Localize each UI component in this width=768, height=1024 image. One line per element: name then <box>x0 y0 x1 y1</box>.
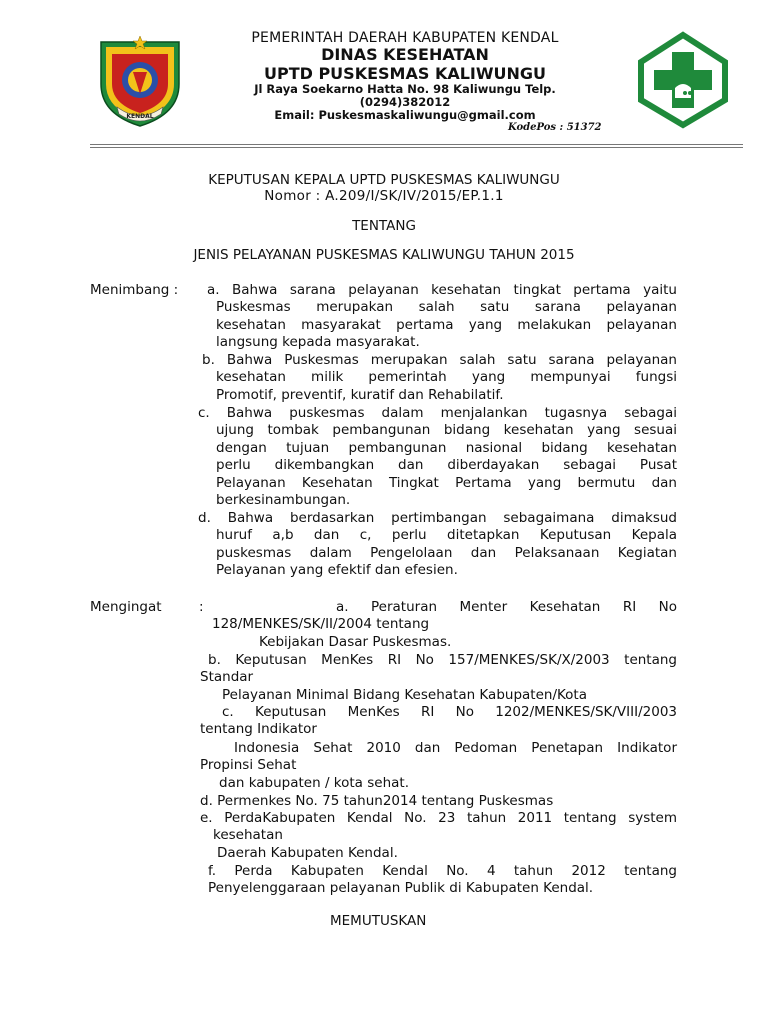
mengingat-item-f <box>208 863 677 898</box>
department-name: DINAS KESEHATAN <box>321 45 489 64</box>
phone-line: (0294)382012 <box>359 95 451 109</box>
unit-name: UPTD PUSKESMAS KALIWUNGU <box>263 64 547 83</box>
menimbang-b-line: b. Bahwa Puskesmas merupakan salah satu sarana pelayanan <box>202 352 677 368</box>
menimbang-c-line: dengan tujuan pembangunan nasional bidang kesehatan <box>216 439 677 456</box>
mengingat-a-line: 128/MENKES/SK/II/2004 tentang <box>212 616 430 633</box>
menimbang-item-a <box>207 282 677 299</box>
mengingat-c-line: tentang Indikator <box>200 721 317 738</box>
mengingat-c-line: Indonesia Sehat 2010 dan Pedoman Penetapan Indikator <box>234 740 677 756</box>
menimbang-a-line: langsung kepada masyarakat. <box>216 334 420 351</box>
menimbang-c-line: berkesinambungan. <box>216 492 351 509</box>
menimbang-c-line: perlu dikembangkan dan diberdayakan sebagai Pusat <box>216 457 677 474</box>
menimbang-a-line: Puskesmas merupakan salah satu sarana pelayanan <box>216 299 677 316</box>
menimbang-b-line: Promotif, preventif, kuratif dan Rehabilatif. <box>216 386 504 403</box>
menimbang-item-d <box>198 510 677 527</box>
kendal-regency-logo <box>95 32 185 128</box>
mengingat-item-c <box>222 704 677 721</box>
mengingat-item-c-cont2 <box>234 740 677 757</box>
menimbang-item-a-cont <box>216 299 677 351</box>
mengingat-item-c-cont3 <box>200 757 677 792</box>
menimbang-c-line: Pelayanan Kesehatan Tingkat Pertama yang bermutu dan <box>216 474 677 491</box>
mengingat-e-line: kesehatan <box>213 827 283 844</box>
mengingat-e-line: e. PerdaKabupaten Kendal No. 23 tahun 2011 tentang system <box>200 810 677 826</box>
menimbang-item-c <box>198 405 677 422</box>
mengingat-e-line: Daerah Kabupaten Kendal. <box>217 844 398 861</box>
mengingat-f-line: Penyelenggaraan pelayanan Publik di Kabupaten Kendal. <box>208 880 594 897</box>
menimbang-item-d-cont <box>216 527 677 579</box>
menimbang-item-c-cont <box>216 422 677 509</box>
menimbang-d-line: Pelayanan yang efektif dan efesien. <box>216 562 458 579</box>
email-line: Email: Puskesmaskaliwungu@gmail.com <box>274 108 536 122</box>
mengingat-f-line: f. Perda Kabupaten Kendal No. 4 tahun 2012 tentang <box>208 863 677 879</box>
menimbang-b-line: kesehatan milik pemerintah yang mempunyai fungsi <box>216 369 677 386</box>
menimbang-d-line: puskesmas dalam Pengelolaan dan Pelaksanaan Kegiatan <box>216 544 677 561</box>
decree-subject: JENIS PELAYANAN PUSKESMAS KALIWUNGU TAHUN 2015 <box>193 247 575 263</box>
mengingat-a-line: a. Peraturan Menter Kesehatan RI No <box>336 599 677 615</box>
menimbang-c-line: ujung tombak pembangunan bidang kesehatan yang sesuai <box>216 422 677 439</box>
menimbang-a-line: a. Bahwa sarana pelayanan kesehatan tingkat pertama yaitu <box>207 282 677 298</box>
mengingat-d-line: d. Permenkes No. 75 tahun2014 tentang Puskesmas <box>200 793 554 809</box>
header-divider <box>90 144 743 145</box>
address-line: Jl Raya Soekarno Hatta No. 98 Kaliwungu Telp. <box>254 82 556 96</box>
mengingat-b-line: Pelayanan Minimal Bidang Kesehatan Kabupaten/Kota <box>222 686 588 703</box>
menimbang-d-line: d. Bahwa berdasarkan pertimbangan sebagaimana dimaksud <box>198 510 677 526</box>
mengingat-item-b <box>200 652 677 704</box>
mengingat-c-line: c. Keputusan MenKes RI No 1202/MENKES/SK/VIII/2003 <box>222 704 677 720</box>
mengingat-item-a-cont <box>212 616 677 651</box>
about-heading: TENTANG <box>352 218 416 234</box>
government-name: PEMERINTAH DAERAH KABUPATEN KENDAL <box>251 30 559 46</box>
mengingat-colon: : <box>199 599 204 615</box>
mengingat-item-e <box>200 810 677 827</box>
menimbang-item-b-cont <box>216 369 677 404</box>
puskesmas-logo <box>632 30 734 130</box>
mengingat-item-a <box>336 599 677 616</box>
decide-heading <box>330 913 530 930</box>
menimbang-d-line: huruf a,b dan c, perlu ditetapkan Keputusan Kepala <box>216 527 677 544</box>
svg-text:KENDAL: KENDAL <box>126 113 154 120</box>
mengingat-b-line: Standar <box>200 669 254 686</box>
menimbang-c-line: c. Bahwa puskesmas dalam menjalankan tugasnya sebagai <box>198 405 677 421</box>
header-divider-secondary <box>90 147 743 148</box>
decree-number: Nomor : A.209/I/SK/IV/2015/EP.1.1 <box>264 188 504 204</box>
decree-title: KEPUTUSAN KEPALA UPTD PUSKESMAS KALIWUNGU <box>208 172 560 188</box>
mengingat-item-e-cont <box>213 827 677 862</box>
mengingat-c-line: Propinsi Sehat <box>200 757 297 774</box>
menimbang-item-b <box>202 352 677 369</box>
mengingat-b-line: b. Keputusan MenKes RI No 157/MENKES/SK/X/2003 tentang <box>208 652 677 668</box>
decide-text: MEMUTUSKAN <box>330 913 427 929</box>
mengingat-item-c-cont <box>200 721 677 738</box>
menimbang-a-line: kesehatan masyarakat pertama yang melakukan pelayanan <box>216 316 677 333</box>
mengingat-c-line: dan kabupaten / kota sehat. <box>219 774 410 791</box>
mengingat-item-d <box>200 793 677 810</box>
mengingat-a-line: Kebijakan Dasar Puskesmas. <box>259 633 452 650</box>
menimbang-label: Menimbang : <box>90 282 179 298</box>
postcode-line: KodePos : 51372 <box>508 122 602 133</box>
mengingat-label: Mengingat <box>90 599 162 615</box>
